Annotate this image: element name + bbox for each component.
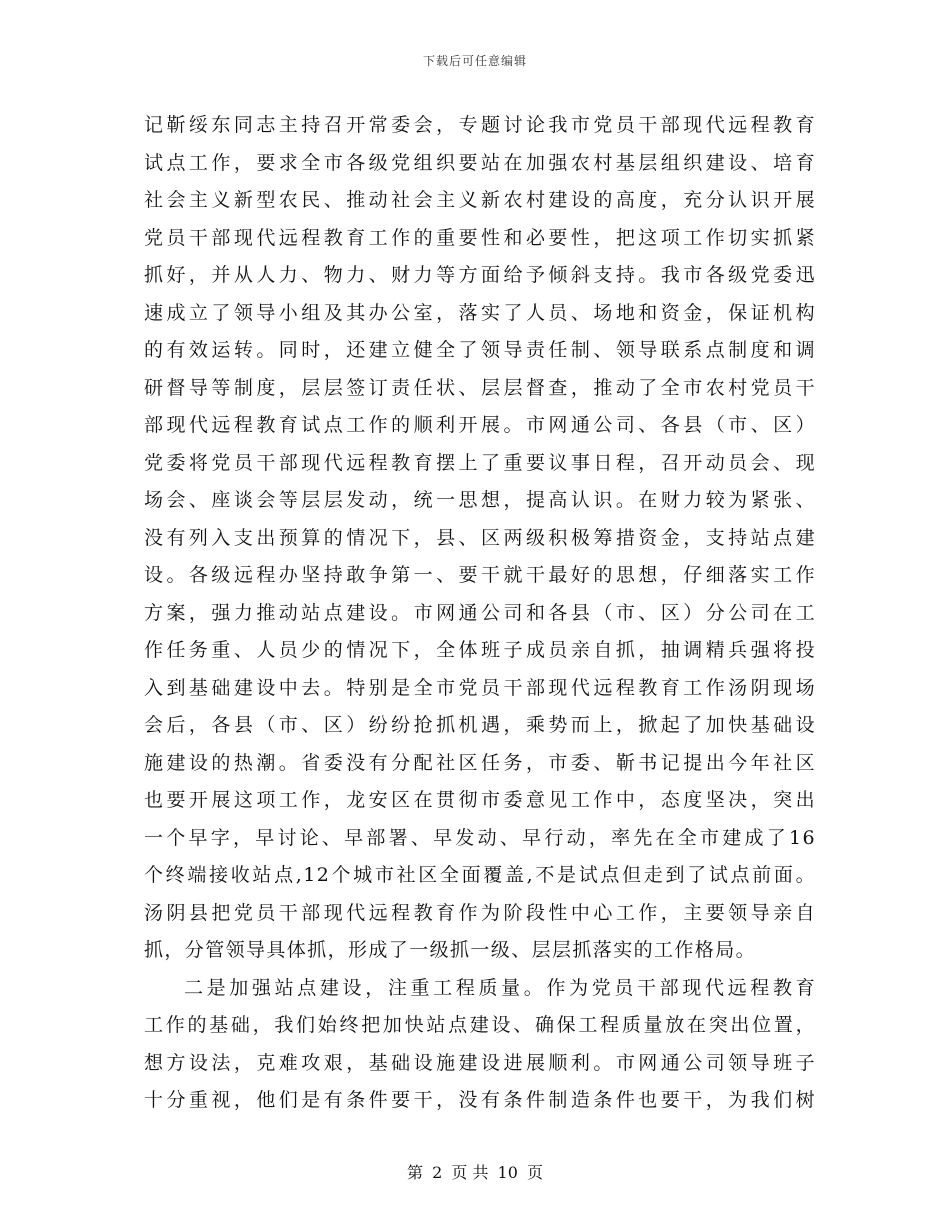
- footer-page-number: 2: [432, 1163, 443, 1182]
- body-line: 党委将党员干部现代远程教育摆上了重要议事日程，召开动员会、现: [144, 451, 816, 474]
- body-line: 想方设法，克难攻艰，基础设施建设进展顺利。市网通公司领导班子: [144, 1051, 816, 1074]
- body-line: 抓，分管领导具体抓，形成了一级抓一级、层层抓落实的工作格局。: [144, 939, 757, 961]
- body-line: 作任务重、人员少的情况下，全体班子成员亲自抓，抽调精兵强将投: [144, 639, 816, 661]
- body-line: 设。各级远程办坚持敢争第一、要干就干最好的思想，仔细落实工作: [144, 564, 816, 586]
- body-line: 试点工作，要求全市各级党组织要站在加强农村基层组织建设、培育: [144, 151, 816, 174]
- body-line: 部现代远程教育试点工作的顺利开展。市网通公司、各县（市、区）: [144, 414, 816, 436]
- body-line: 抓好，并从人力、物力、财力等方面给予倾斜支持。我市各级党委迅: [144, 264, 816, 286]
- body-line: 工作的基础，我们始终把加快站点建设、确保工程质量放在突出位置，: [144, 1014, 816, 1036]
- body-line: 汤阴县把党员干部现代远程教育作为阶段性中心工作，主要领导亲自: [144, 901, 816, 924]
- body-line: 党员干部现代远程教育工作的重要性和必要性，把这项工作切实抓紧: [144, 226, 816, 249]
- page-header: [0, 52, 950, 69]
- body-line: 速成立了领导小组及其办公室，落实了人员、场地和资金，保证机构: [144, 301, 816, 324]
- body-line: 也要开展这项工作，龙安区在贯彻市委意见工作中，态度坚决，突出: [144, 789, 816, 811]
- body-line: 社会主义新型农民、推动社会主义新农村建设的高度，充分认识开展: [144, 189, 816, 211]
- body-line: 场会、座谈会等层层发动，统一思想，提高认识。在财力较为紧张、: [144, 489, 816, 511]
- body-line: 方案，强力推动站点建设。市网通公司和各县（市、区）分公司在工: [144, 601, 816, 624]
- footer-middle: 页 共: [451, 1163, 489, 1182]
- body-line: 十分重视，他们是有条件要干，没有条件制造条件也要干，为我们树: [144, 1089, 816, 1111]
- body-line: 个终端接收站点,12个城市社区全面覆盖,不是试点但走到了试点前面。: [144, 864, 816, 886]
- body-line: 的有效运转。同时，还建立健全了领导责任制、领导联系点制度和调: [144, 339, 816, 361]
- paragraph-start-line: 二是加强站点建设，注重工程质量。作为党员干部现代远程教育: [184, 976, 816, 999]
- footer-prefix: 第: [406, 1163, 423, 1182]
- body-line: 一个早字，早讨论、早部署、早发动、早行动，率先在全市建成了16: [144, 826, 816, 849]
- body-line: 入到基础建设中去。特别是全市党员干部现代远程教育工作汤阴现场: [144, 676, 816, 699]
- body-line: 没有列入支出预算的情况下，县、区两级积极筹措资金，支持站点建: [144, 526, 816, 549]
- footer-suffix: 页: [527, 1163, 544, 1182]
- header-text: 下载后可任意编辑: [422, 54, 527, 68]
- document-body: [144, 107, 816, 1120]
- body-line: 记靳绥东同志主持召开常委会，专题讨论我市党员干部现代远程教育: [144, 114, 816, 136]
- body-line: 会后，各县（市、区）纷纷抢抓机遇，乘势而上，掀起了加快基础设: [144, 714, 816, 736]
- body-line: 施建设的热潮。省委没有分配社区任务，市委、靳书记提出今年社区: [144, 751, 816, 774]
- page-footer: [0, 1160, 950, 1183]
- body-line: 研督导等制度，层层签订责任状、层层督查，推动了全市农村党员干: [144, 376, 816, 399]
- footer-total-pages: 10: [497, 1163, 518, 1182]
